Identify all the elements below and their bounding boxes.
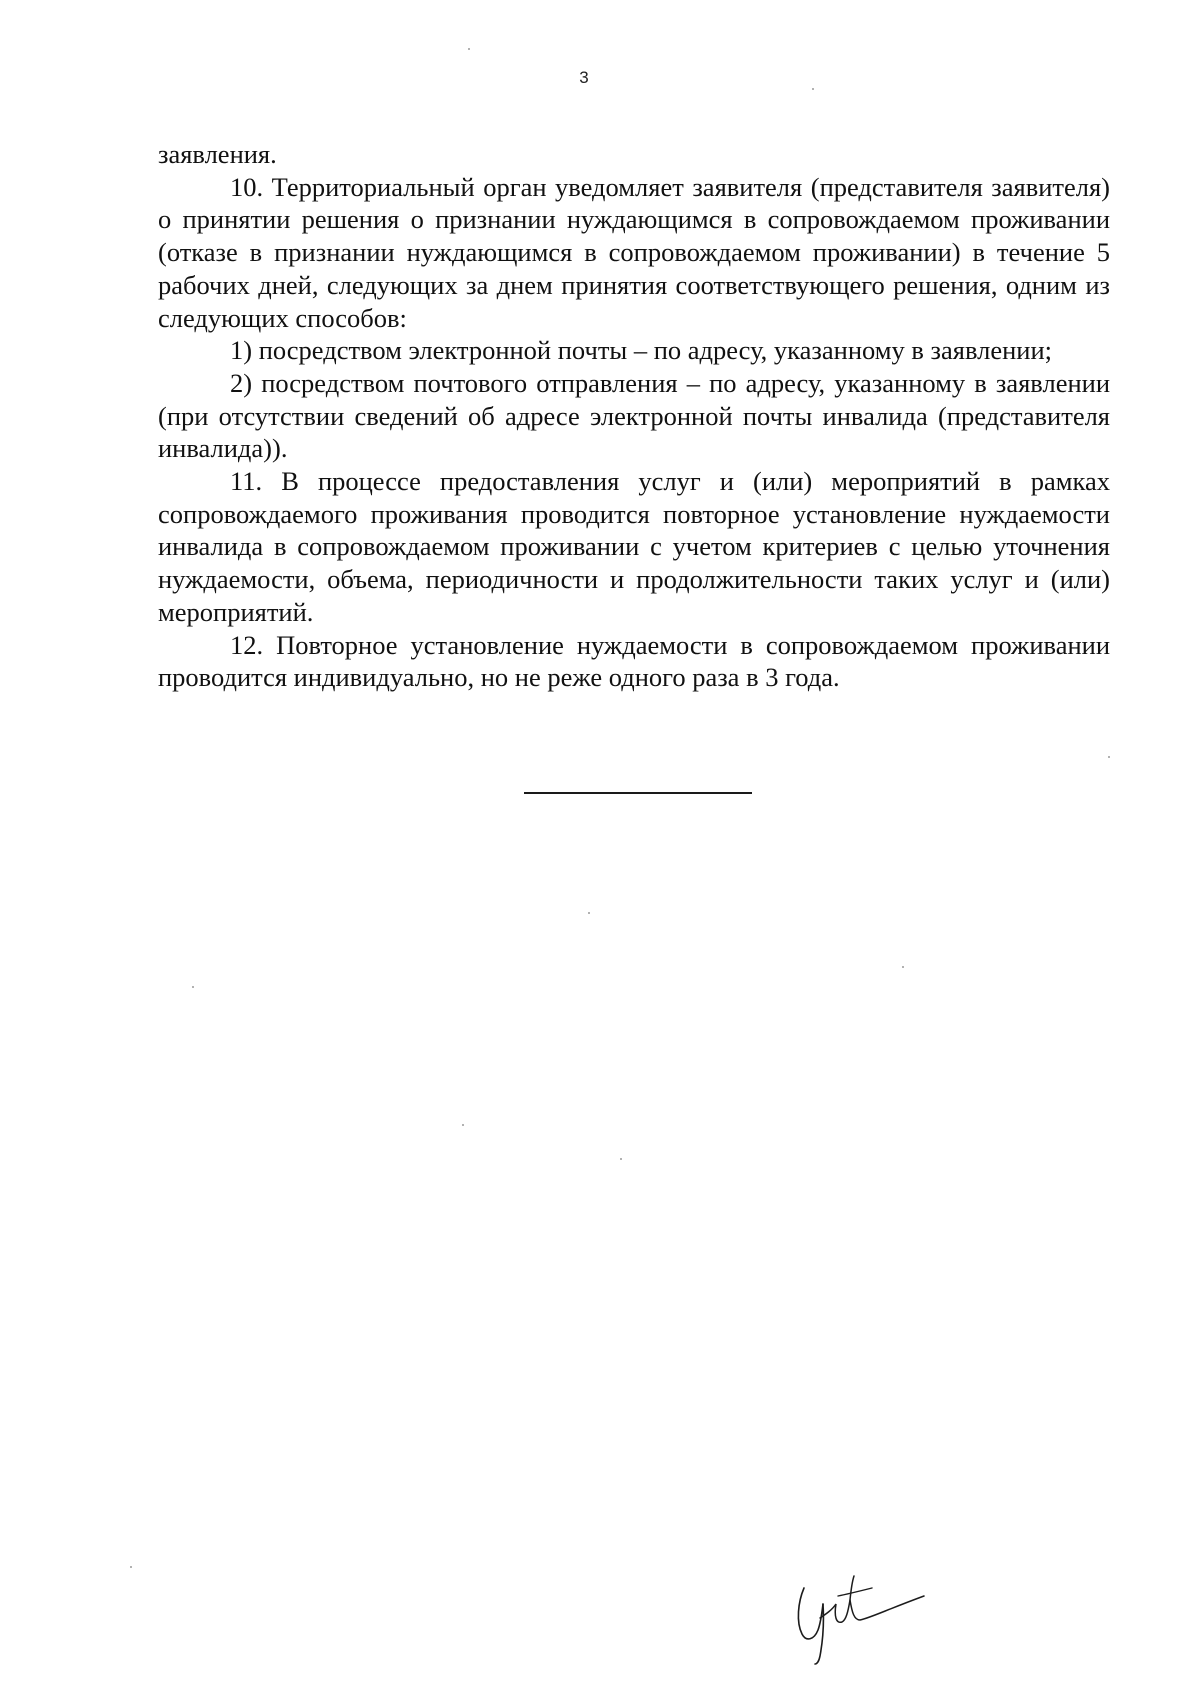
scan-speck	[130, 1566, 132, 1568]
end-separator-line	[524, 792, 752, 794]
page-number: 3	[579, 68, 589, 87]
scan-speck	[1108, 756, 1110, 758]
scan-speck	[588, 912, 590, 914]
paragraph-subitem-1: 1) посредством электронной почты – по адресу, указанному в заявлении;	[230, 335, 1053, 366]
document-body	[158, 138, 1110, 694]
scan-speck	[812, 88, 814, 90]
paragraph-item-12: 12. Повторное установление нуждаемости в сопровождаемом проживании проводится индивидуально, но не реже одного раза в 3 года.	[158, 629, 1110, 693]
scan-speck	[192, 986, 194, 988]
paragraph-item-11: 11. В процессе предоставления услуг и (или) мероприятий в рамках сопровождаемого проживания проводится повторное установление нуждаемости инвалида в сопровождаемом проживании с учетом критериев с целью уточнения нуждаемости, объема, периодичности и продолжительности таких услуг и (или) мероприятий.	[158, 466, 1110, 627]
scan-speck	[620, 1158, 622, 1160]
handwritten-signature	[790, 1560, 930, 1670]
scan-speck	[462, 1124, 464, 1126]
scan-speck	[468, 48, 470, 50]
scan-speck	[902, 966, 904, 968]
paragraph-continuation: заявления.	[158, 139, 277, 169]
paragraph-item-10: 10. Территориальный орган уведомляет заявителя (представителя заявителя) о принятии решения о признании нуждающимся в сопровождаемом проживании (отказе в признании нуждающимся в сопровождаемом проживании) в течение 5 рабочих дней, следующих за днем принятия соответствующего решения, одним из следующих способов:	[158, 171, 1110, 333]
paragraph-subitem-2: 2) посредством почтового отправления – по адресу, указанному в заявлении (при отсутствии сведений об адресе электронной почты инвалида (представителя инвалида)).	[158, 367, 1110, 464]
